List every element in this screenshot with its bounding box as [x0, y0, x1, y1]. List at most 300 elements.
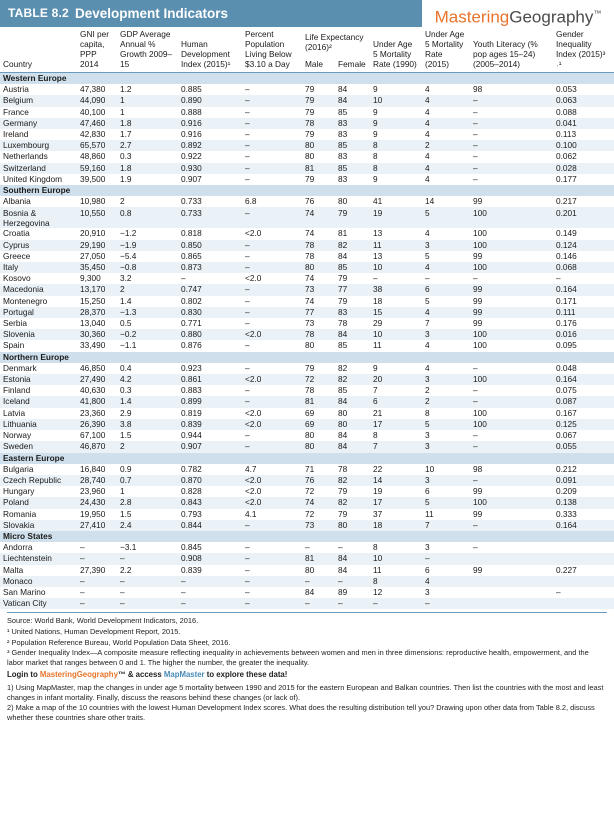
value-cell: 7: [373, 385, 378, 396]
table-row: [0, 129, 614, 140]
value-cell: 0.8: [117, 207, 178, 228]
value-cell: 28,370: [77, 307, 117, 318]
value-cell: 0.111: [553, 307, 614, 318]
col-female: Female: [335, 55, 370, 72]
value-cell: 76: [305, 196, 315, 207]
value-cell: <2.0: [242, 329, 302, 340]
value-cell: –: [338, 542, 343, 553]
value-cell: 85: [338, 106, 348, 117]
value-cell: 4: [425, 362, 430, 373]
table-row: [0, 509, 614, 520]
value-cell: 11: [373, 564, 382, 575]
country-cell: Italy: [0, 262, 77, 273]
value-cell: [553, 553, 614, 564]
value-cell: 8: [373, 151, 378, 162]
value-cell: [553, 576, 614, 587]
value-cell: 0.907: [181, 173, 202, 184]
table-row: [0, 497, 614, 508]
value-cell: 8: [370, 140, 422, 151]
value-cell: 9: [373, 129, 378, 140]
value-cell: –: [470, 475, 553, 486]
value-cell: 19: [370, 207, 422, 228]
value-cell: 8: [373, 542, 378, 553]
value-cell: <2.0: [245, 273, 262, 284]
value-cell: 2.2: [120, 564, 132, 575]
value-cell: 89: [338, 586, 348, 597]
value-cell: 85: [335, 163, 370, 174]
value-cell: 0.053: [556, 84, 577, 95]
col-country: Country: [0, 27, 77, 73]
value-cell: 41: [373, 196, 383, 207]
table-row: [0, 340, 614, 351]
value-cell: 0.041: [553, 118, 614, 129]
value-cell: 19: [373, 486, 383, 497]
value-cell: –: [245, 564, 250, 575]
value-cell: –: [245, 250, 250, 261]
country-cell: Bulgaria: [3, 463, 34, 474]
country-cell: Kosovo: [3, 273, 31, 284]
region-name: Micro States: [0, 531, 614, 542]
value-cell: 84: [305, 586, 315, 597]
value-cell: –: [181, 273, 186, 284]
value-cell: 0.113: [556, 129, 577, 140]
value-cell: 1.4: [117, 396, 178, 407]
value-cell: 27,390: [80, 564, 106, 575]
region-header: [0, 531, 614, 542]
value-cell: 78: [302, 240, 335, 251]
value-cell: <2.0: [242, 497, 302, 508]
table-row: [0, 84, 614, 95]
value-cell: 6: [422, 284, 470, 295]
value-cell: 1.8: [117, 163, 178, 174]
value-cell: 73: [305, 318, 315, 329]
value-cell: 17: [370, 497, 422, 508]
value-cell: 0.843: [178, 497, 242, 508]
value-cell: –: [470, 441, 553, 452]
table-row: [0, 363, 614, 374]
value-cell: 100: [473, 340, 487, 351]
value-cell: 100: [470, 329, 553, 340]
value-cell: 78: [338, 318, 348, 329]
value-cell: 0.839: [181, 564, 202, 575]
value-cell: 0.890: [178, 95, 242, 106]
value-cell: 9,300: [80, 273, 101, 284]
country-cell: Norway: [3, 430, 32, 441]
value-cell: 0.850: [178, 240, 242, 251]
country-cell: Serbia: [3, 318, 27, 329]
value-cell: 10,550: [77, 207, 117, 228]
value-cell: –: [242, 284, 302, 295]
col-male: Male: [302, 55, 335, 72]
table-row: [0, 273, 614, 284]
value-cell: 0.892: [178, 140, 242, 151]
value-cell: 3: [425, 542, 430, 553]
value-cell: 48,860: [80, 151, 106, 162]
country-cell: Estonia: [0, 374, 77, 385]
value-cell: 0.899: [178, 396, 242, 407]
value-cell: –: [120, 586, 125, 597]
value-cell: –: [77, 598, 117, 609]
value-cell: 9: [373, 106, 378, 117]
value-cell: 0.818: [181, 228, 202, 239]
value-cell: 82: [335, 497, 370, 508]
value-cell: 0.802: [181, 295, 202, 306]
value-cell: 99: [473, 196, 483, 207]
table-row: [0, 262, 614, 273]
value-cell: 35,450: [77, 262, 117, 273]
value-cell: –: [425, 273, 430, 284]
region-name: Southern Europe: [0, 185, 614, 196]
value-cell: 7: [370, 441, 422, 452]
country-cell: Hungary: [3, 486, 35, 497]
value-cell: 79: [305, 106, 315, 117]
table-row: [0, 374, 614, 385]
value-cell: −0.2: [117, 329, 178, 340]
value-cell: 0.733: [178, 207, 242, 228]
value-cell: 4.2: [117, 374, 178, 385]
value-cell: –: [242, 240, 302, 251]
value-cell: 6.8: [245, 196, 257, 207]
value-cell: 0.164: [553, 284, 614, 295]
value-cell: 99: [470, 284, 553, 295]
table-label: TABLE 8.2: [8, 6, 69, 20]
country-cell: Sweden: [0, 441, 77, 452]
value-cell: 80: [305, 151, 315, 162]
value-cell: –: [80, 586, 85, 597]
region-name: Northern Europe: [0, 352, 614, 363]
value-cell: 4: [422, 163, 470, 174]
value-cell: 8: [370, 576, 422, 587]
value-cell: –: [245, 295, 250, 306]
table-row: [0, 553, 614, 564]
value-cell: [470, 598, 553, 609]
value-cell: 0.201: [553, 207, 614, 228]
value-cell: 0.176: [556, 318, 577, 329]
value-cell: –: [470, 396, 553, 407]
country-cell: Liechtenstein: [0, 553, 77, 564]
value-cell: –: [245, 129, 250, 140]
value-cell: 0.068: [553, 262, 614, 273]
table-body: [0, 73, 614, 610]
source-note: Source: World Bank, World Development Indicators, 2016.: [7, 612, 607, 626]
value-cell: 84: [338, 430, 348, 441]
value-cell: 71: [305, 463, 315, 474]
country-cell: Belgium: [0, 95, 77, 106]
table-row: [0, 174, 614, 185]
value-cell: 1: [120, 486, 125, 497]
value-cell: 0.916: [181, 129, 202, 140]
value-cell: –: [242, 163, 302, 174]
value-cell: –: [178, 598, 242, 609]
value-cell: –: [245, 542, 250, 553]
value-cell: 80: [305, 430, 315, 441]
value-cell: 0.212: [556, 463, 577, 474]
value-cell: −5.4: [120, 250, 137, 261]
table-row: [0, 542, 614, 553]
value-cell: –: [473, 542, 478, 553]
country-cell: Iceland: [0, 396, 77, 407]
value-cell: 74: [302, 207, 335, 228]
value-cell: 3: [425, 430, 430, 441]
table-row: [0, 464, 614, 475]
value-cell: 80: [335, 419, 370, 430]
value-cell: 0.907: [178, 441, 242, 452]
country-cell: Austria: [3, 84, 29, 95]
value-cell: 59,160: [77, 163, 117, 174]
value-cell: –: [245, 173, 250, 184]
value-cell: 78: [302, 329, 335, 340]
value-cell: –: [373, 273, 378, 284]
value-cell: 84: [338, 250, 348, 261]
value-cell: –: [470, 140, 553, 151]
value-cell: 3: [422, 240, 470, 251]
table-row: [0, 318, 614, 329]
value-cell: –: [181, 586, 186, 597]
value-cell: 0.828: [181, 486, 202, 497]
value-cell: 4: [425, 228, 430, 239]
value-cell: −1.1: [120, 340, 137, 351]
region-name: Western Europe: [0, 73, 614, 85]
value-cell: 79: [305, 362, 315, 373]
value-cell: 84: [335, 396, 370, 407]
country-cell: Switzerland: [0, 163, 77, 174]
value-cell: 2.9: [120, 407, 132, 418]
value-cell: 0.149: [556, 228, 577, 239]
value-cell: 41,800: [77, 396, 117, 407]
value-cell: <2.0: [245, 486, 262, 497]
table-row: [0, 228, 614, 239]
value-cell: 27,490: [77, 374, 117, 385]
value-cell: 18: [373, 295, 383, 306]
value-cell: 80: [305, 340, 315, 351]
value-cell: –: [242, 207, 302, 228]
value-cell: 72: [305, 486, 315, 497]
country-cell: Lithuania: [0, 419, 77, 430]
value-cell: 23,960: [80, 486, 106, 497]
value-cell: 79: [338, 508, 348, 519]
value-cell: 4: [425, 340, 430, 351]
value-cell: –: [242, 118, 302, 129]
question-1: 1) Using MapMaster, map the changes in under age 5 mortality between 1990 and 2015 for the eastern European and Balkan countries. Then list the countries with the most and least changes in infant mortality. Finally, discuss the reasons behind these changes (or lack of).: [7, 682, 604, 702]
value-cell: 74: [305, 273, 315, 284]
value-cell: 84: [338, 84, 348, 95]
country-cell: Ireland: [3, 129, 29, 140]
value-cell: 0.209: [556, 486, 577, 497]
value-cell: –: [242, 441, 302, 452]
table-row: [0, 329, 614, 340]
value-cell: 99: [473, 295, 483, 306]
value-cell: 0.3: [120, 385, 132, 396]
value-cell: –: [370, 598, 422, 609]
value-cell: [470, 553, 553, 564]
value-cell: 0.164: [553, 374, 614, 385]
col-hdi: Human Development Index (2015)¹: [178, 27, 242, 73]
table-row: [0, 151, 614, 162]
value-cell: 0.125: [553, 419, 614, 430]
table-row: [0, 118, 614, 129]
value-cell: 0.062: [556, 151, 577, 162]
value-cell: –: [556, 273, 561, 284]
value-cell: 3.8: [117, 419, 178, 430]
value-cell: 83: [335, 307, 370, 318]
value-cell: [470, 576, 553, 587]
value-cell: 0.028: [553, 163, 614, 174]
login-prompt: Login to MasteringGeography™ & access MapMaster to explore these data!: [7, 670, 288, 680]
value-cell: –: [473, 173, 478, 184]
value-cell: 0.124: [553, 240, 614, 251]
country-cell: Croatia: [3, 228, 30, 239]
value-cell: 74: [305, 228, 315, 239]
table-row: [0, 107, 614, 118]
value-cell: 4: [422, 262, 470, 273]
value-cell: 15: [370, 307, 422, 318]
value-cell: 10: [370, 329, 422, 340]
country-cell: United Kingdom: [3, 173, 63, 184]
value-cell: 100: [473, 407, 487, 418]
value-cell: 19,950: [80, 508, 106, 519]
value-cell: 80: [338, 196, 348, 207]
value-cell: 0.876: [181, 340, 202, 351]
value-cell: [470, 587, 553, 598]
value-cell: 10,980: [80, 196, 106, 207]
table-row: [0, 486, 614, 497]
value-cell: –: [556, 586, 561, 597]
value-cell: 40,630: [80, 385, 106, 396]
value-cell: 80: [335, 520, 370, 531]
value-cell: 0.845: [181, 542, 202, 553]
value-cell: 46,850: [80, 362, 106, 373]
col-life-expectancy: Life Expectancy (2016)²: [305, 32, 364, 53]
value-cell: 69: [302, 419, 335, 430]
value-cell: 2: [422, 396, 470, 407]
value-cell: 0.830: [178, 307, 242, 318]
value-cell: 78: [338, 463, 348, 474]
value-cell: 0.138: [553, 497, 614, 508]
value-cell: 100: [473, 228, 487, 239]
region-header: [0, 453, 614, 464]
value-cell: 74: [305, 295, 315, 306]
value-cell: 79: [305, 173, 315, 184]
value-cell: 0.075: [556, 385, 577, 396]
table-row: [0, 598, 614, 609]
value-cell: 8: [373, 430, 378, 441]
value-cell: 0.908: [178, 553, 242, 564]
value-cell: 80: [302, 441, 335, 452]
country-cell: Latvia: [3, 407, 26, 418]
table-row: [0, 140, 614, 151]
value-cell: 18: [370, 520, 422, 531]
value-cell: –: [422, 598, 470, 609]
value-cell: 78: [305, 250, 315, 261]
mastering-link[interactable]: MasteringGeography: [39, 670, 118, 680]
country-cell: Bosnia & Herzegovina: [0, 207, 77, 228]
value-cell: –: [245, 340, 250, 351]
value-cell: <2.0: [245, 228, 262, 239]
table-row: [0, 396, 614, 407]
table-row: [0, 251, 614, 262]
country-cell: Poland: [0, 497, 77, 508]
country-cell: Monaco: [0, 576, 77, 587]
value-cell: 2: [120, 196, 125, 207]
value-cell: –: [77, 576, 117, 587]
value-cell: 79: [305, 84, 315, 95]
value-cell: –: [473, 362, 478, 373]
table-row: [0, 163, 614, 174]
value-cell: 0.880: [178, 329, 242, 340]
country-cell: Albania: [3, 196, 31, 207]
value-cell: 85: [338, 340, 348, 351]
country-cell: Malta: [3, 564, 24, 575]
table-row: [0, 430, 614, 441]
value-cell: –: [473, 430, 478, 441]
value-cell: <2.0: [245, 407, 262, 418]
value-cell: –: [242, 576, 302, 587]
value-cell: 10: [370, 262, 422, 273]
value-cell: 2: [425, 385, 430, 396]
country-cell: Finland: [3, 385, 31, 396]
value-cell: 37: [373, 508, 383, 519]
value-cell: 67,100: [80, 430, 106, 441]
value-cell: 14: [370, 475, 422, 486]
value-cell: 4: [425, 129, 430, 140]
value-cell: 1: [120, 106, 125, 117]
value-cell: 2.7: [117, 140, 178, 151]
value-cell: 0.167: [556, 407, 577, 418]
value-cell: 13,170: [77, 284, 117, 295]
value-cell: 11: [373, 340, 382, 351]
value-cell: 13: [373, 250, 383, 261]
col-gni: GNI per capita, PPP 2014: [77, 27, 117, 73]
value-cell: 21: [373, 407, 383, 418]
value-cell: 4: [425, 173, 430, 184]
value-cell: 28,740: [77, 475, 117, 486]
value-cell: 0.3: [120, 151, 132, 162]
value-cell: 100: [470, 374, 553, 385]
value-cell: 0.067: [556, 430, 577, 441]
value-cell: 0.782: [181, 463, 202, 474]
value-cell: 0.146: [556, 250, 577, 261]
value-cell: 29: [373, 318, 383, 329]
footer: [0, 609, 614, 722]
value-cell: –: [117, 598, 178, 609]
value-cell: 4.7: [245, 463, 257, 474]
value-cell: 85: [335, 140, 370, 151]
value-cell: –: [242, 307, 302, 318]
value-cell: 1.4: [120, 295, 132, 306]
value-cell: 0.793: [181, 508, 202, 519]
mapmaster-link[interactable]: MapMaster: [163, 670, 205, 680]
value-cell: –: [302, 598, 335, 609]
value-cell: 40,100: [80, 106, 106, 117]
value-cell: 1: [117, 95, 178, 106]
col-gdp: GDP Average Annual % Growth 2009–15: [117, 27, 178, 73]
value-cell: 20,910: [80, 228, 106, 239]
value-cell: 33,490: [80, 340, 106, 351]
value-cell: 82: [335, 240, 370, 251]
value-cell: 8: [425, 407, 430, 418]
value-cell: –: [470, 95, 553, 106]
value-cell: 78: [302, 118, 335, 129]
value-cell: 0.087: [553, 396, 614, 407]
value-cell: 0.839: [178, 419, 242, 430]
value-cell: 0.930: [178, 163, 242, 174]
value-cell: 1.7: [120, 129, 132, 140]
country-cell: Cyprus: [0, 240, 77, 251]
value-cell: 81: [338, 228, 348, 239]
table-row: [0, 95, 614, 106]
value-cell: 99: [470, 307, 553, 318]
value-cell: 0.923: [181, 362, 202, 373]
